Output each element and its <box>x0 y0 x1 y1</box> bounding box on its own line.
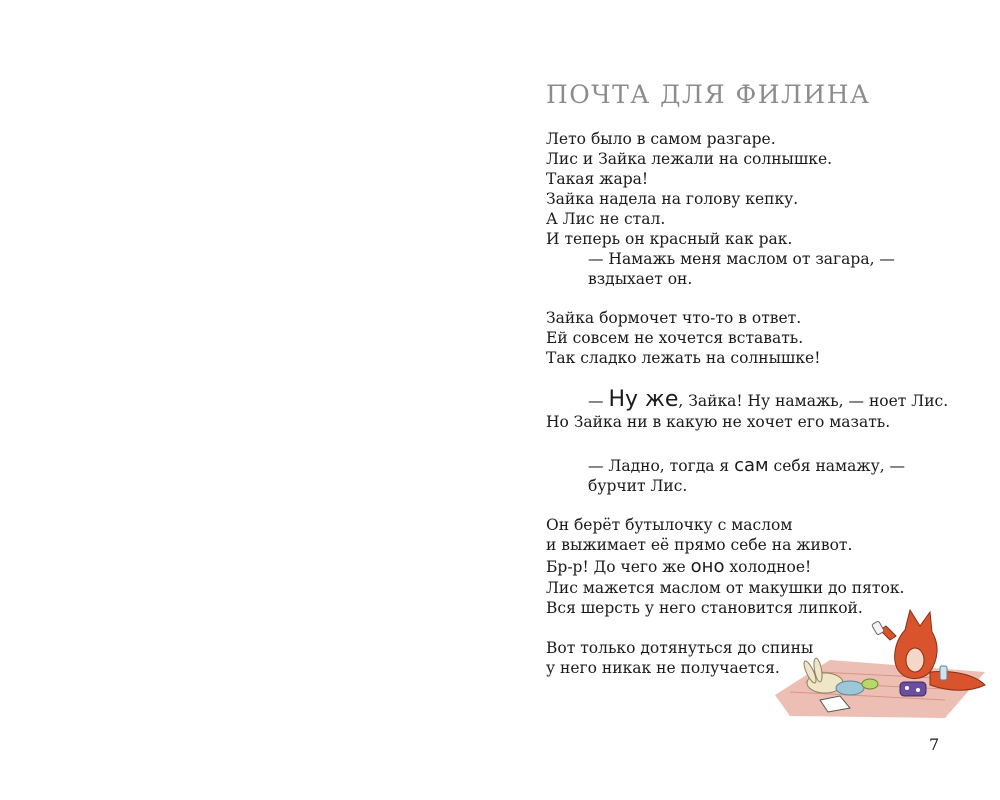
emphasis-text: оно <box>690 556 725 577</box>
text-fragment: , Зайка! Ну намажь, — ноет Лис. <box>678 392 949 410</box>
emphasis-text: Ну же <box>608 387 679 412</box>
text-line: Лис и Зайка лежали на солнышке. <box>546 150 833 168</box>
bottle-icon <box>940 666 947 680</box>
text-line: Ей совсем не хочется вставать. <box>546 329 804 347</box>
fox-and-bunny-illustration <box>770 600 995 720</box>
text-line: Зайка надела на голову кепку. <box>546 190 799 208</box>
page-number: 7 <box>929 735 940 754</box>
text-fragment: — <box>588 392 609 410</box>
text-line: Вот только дотянуться до спины <box>546 639 814 657</box>
text-line: Так сладко лежать на солнышке! <box>546 349 821 367</box>
chapter-title: ПОЧТА ДЛЯ ФИЛИНА <box>546 80 871 109</box>
text-line: Он берёт бутылочку с маслом <box>546 516 793 534</box>
text-line: И теперь он красный как рак. <box>546 230 793 248</box>
text-line: и выжимает её прямо себе на живот. <box>546 536 853 554</box>
text-fragment: — Ладно, тогда я <box>588 457 735 475</box>
text-line: вздыхает он. <box>588 270 693 288</box>
text-line: Лис мажется маслом от макушки до пяток. <box>546 579 905 597</box>
text-line: Но Зайка ни в какую не хочет его мазать. <box>546 413 891 431</box>
text-line: у него никак не получается. <box>546 659 780 677</box>
text-fragment: себя намажу, — <box>768 457 906 475</box>
emphasis-text: сам <box>734 455 769 476</box>
text-line <box>588 387 949 412</box>
text-line <box>546 557 811 577</box>
text-line: А Лис не стал. <box>546 210 666 228</box>
text-line: Зайка бормочет что-то в ответ. <box>546 309 802 327</box>
text-fragment: Бр-р! До чего же <box>546 558 691 576</box>
text-line: Лето было в самом разгаре. <box>546 130 776 148</box>
text-line: Такая жара! <box>546 170 649 188</box>
text-line <box>588 456 905 476</box>
text-fragment: холодное! <box>724 558 812 576</box>
text-line: — Намажь меня маслом от загара, — <box>588 250 895 268</box>
text-line: бурчит Лис. <box>588 477 688 495</box>
text-line: Вся шерсть у него становится липкой. <box>546 599 863 617</box>
